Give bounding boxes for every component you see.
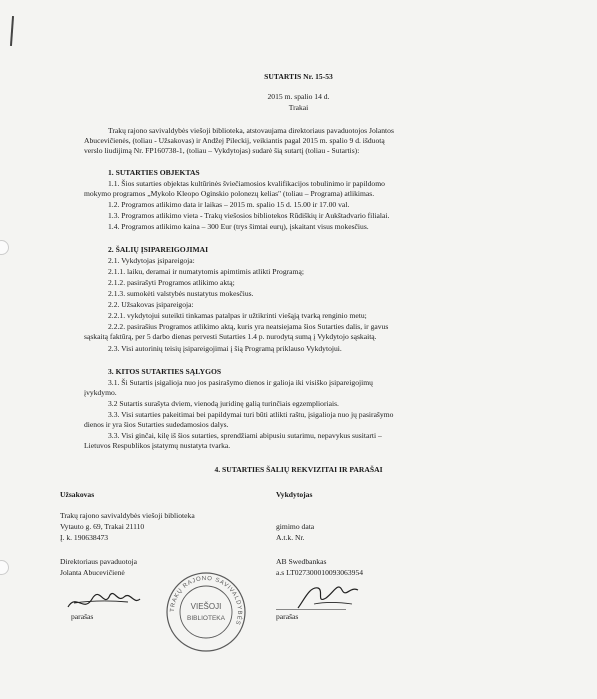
contractor-code: A.t.k. Nr. [276, 533, 305, 542]
punch-hole [0, 560, 9, 575]
section-heading: 1. SUTARTIES OBJEKTAS [108, 168, 200, 177]
clause-line: 3.3. Visi sutarties pakeitimai bei papildymai turi būti atlikti raštu, įsigalioja nuo jų pasirašymo [108, 410, 394, 419]
customer-person: Jolanta Abucevičienė [60, 568, 125, 577]
intro-line: verslo liudijimą Nr. FP160738-1, (toliau – Vykdytojas) sudarė šią sutartį (toliau - Sutartis): [84, 146, 360, 155]
section-heading: 4. SUTARTIES ŠALIŲ REKVIZITAI IR PARAŠAI [214, 465, 383, 474]
clause-line: dienos ir yra šios Sutarties sudedamosios dalys. [84, 420, 229, 429]
document-title: SUTARTIS Nr. 15-53 [264, 72, 333, 81]
customer-name: Trakų rajono savivaldybės viešoji biblioteka [60, 511, 195, 520]
library-stamp [164, 570, 248, 654]
clause-line: 3.1. Ši Sutartis įsigalioja nuo jos pasirašymo dienos ir galioja iki visiško įsipareigojimų [108, 378, 373, 387]
clause-line: 1.3. Programos atlikimo vieta - Trakų viešosios bibliotekos Rūdiškių ir Aukštadvario filialai. [108, 211, 390, 220]
clause-line: 2.2.2. pasirašius Programos atlikimo aktą, kuris yra neatsiejama šios Sutarties dalis, ir gavus [108, 322, 389, 331]
customer-label: Užsakovas [60, 490, 95, 499]
intro-line: Trakų rajono savivaldybės viešoji biblioteka, atstovaujama direktoriaus pavaduotojos Jolantos [108, 126, 394, 135]
customer-signature-label: parašas [71, 612, 94, 621]
intro-line: Abucevičienės, (toliau - Užsakovas) ir Andžej Pileckij, veikiantis pagal 2015 m. spalio 9 d. išduotą [84, 136, 385, 145]
clause-line: 1.1. Šios sutarties objektas kultūrinės šviečiamosios kvalifikacijos tobulinimo ir papildomo [108, 179, 385, 188]
clause-line: sąskaitą faktūrą, per 5 darbo dienas pervesti Sutarties 1.4 p. nurodytą sumą į Vykdytojo sąskaitą. [84, 332, 377, 341]
punch-hole [0, 240, 9, 255]
clause-line: 2.3. Visi autorinių teisių įsipareigojimai į šią Programą priklauso Vykdytojui. [108, 344, 342, 353]
document-place: Trakai [288, 103, 309, 112]
document-date: 2015 m. spalio 14 d. [267, 92, 330, 101]
clause-line: 2.1.2. pasirašyti Programos atlikimo aktą; [108, 278, 235, 287]
clause-line: 1.4. Programos atlikimo kaina – 300 Eur (trys šimtai eurų), įskaitant visus mokesčius. [108, 222, 369, 231]
customer-address: Vytauto g. 69, Trakai 21110 [60, 522, 145, 531]
margin-pen-mark [10, 16, 14, 46]
customer-code: Į. k. 190638473 [60, 533, 109, 542]
contractor-signature [294, 578, 364, 612]
clause-line: 1.2. Programos atlikimo data ir laikas – 2015 m. spalio 15 d. 15.00 ir 17.00 val. [108, 200, 350, 209]
section-heading: 2. ŠALIŲ ĮSIPAREIGOJIMAI [108, 245, 209, 254]
section-heading: 3. KITOS SUTARTIES SĄLYGOS [108, 367, 222, 376]
stamp-line2: BIBLIOTEKA [187, 615, 225, 622]
clause-line: mokymo programos „Mykolo Kleopo Oginskio polonezų kelias" (toliau – Programa) atlikimas. [84, 189, 375, 198]
clause-line: įvykdymo. [84, 388, 117, 397]
clause-line: 3.3. Visi ginčai, kilę iš šios sutarties, sprendžiami abipusiu sutarimu, nepavykus susitarti – [108, 431, 382, 440]
clause-line: 3.2 Sutartis surašyta dviem, vienodą juridinę galią turinčiais egzemplioriais. [108, 399, 339, 408]
stamp-line1: VIEŠOJI [190, 602, 222, 611]
contractor-signature-label: parašas [276, 612, 299, 621]
clause-line: 2.2.1. vykdytojui suteikti tinkamas patalpas ir užtikrinti viešąją tvarką renginio metu; [108, 311, 367, 320]
stamp-ring-text: TRAKŲ RAJONO SAVIVALDYBĖS [169, 575, 243, 626]
contractor-bank: AB Swedbankas [276, 557, 327, 566]
clause-line: 2.1.1. laiku, deramai ir numatytomis apimtimis atlikti Programą; [108, 267, 304, 276]
customer-position: Direktoriaus pavaduotoja [60, 557, 137, 566]
contractor-account: a.s LT027300010093063954 [276, 568, 364, 577]
clause-line: 2.1. Vykdytojas įsipareigoja: [108, 256, 195, 265]
contractor-label: Vykdytojas [276, 490, 313, 499]
clause-line: 2.2. Užsakovas įsipareigoja: [108, 300, 194, 309]
contractor-birth-date: gimimo data [276, 522, 315, 531]
clause-line: Lietuvos Respublikos įstatymų nustatyta tvarka. [84, 441, 231, 450]
clause-line: 2.1.3. sumokėti valstybės nustatytus mokesčius. [108, 289, 254, 298]
customer-signature [64, 585, 144, 615]
